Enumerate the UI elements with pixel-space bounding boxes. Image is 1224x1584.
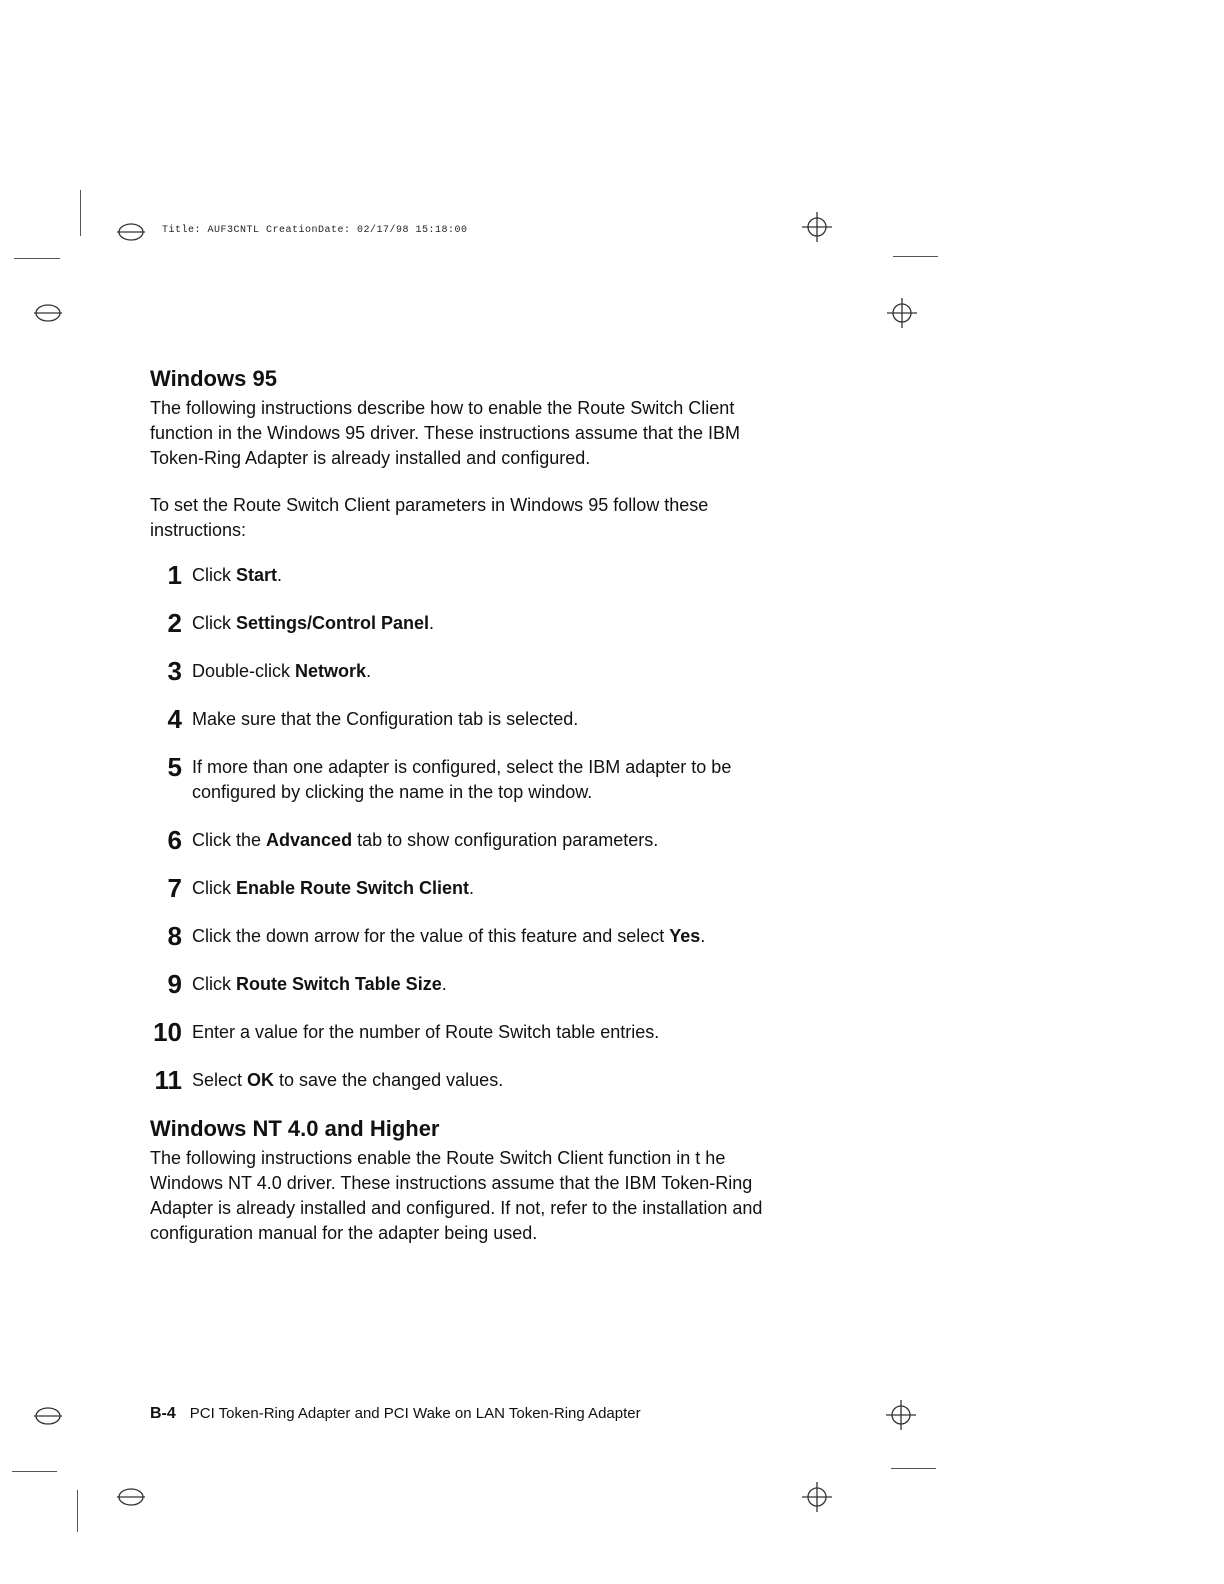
step-item xyxy=(150,752,790,805)
registration-mark-icon xyxy=(800,1480,834,1514)
step-text-pre: Enter a value for the number of Route Switch table entries. xyxy=(192,1022,660,1042)
step-text-bold: Advanced xyxy=(266,830,353,850)
step-item xyxy=(150,825,790,855)
step-item xyxy=(150,560,790,590)
steps-list xyxy=(150,560,790,1095)
step-text xyxy=(192,755,790,805)
step-number: 2 xyxy=(167,608,182,638)
step-text-pre: Click xyxy=(192,878,236,898)
step-text xyxy=(192,1068,790,1093)
step-number: 6 xyxy=(167,825,182,855)
step-number: 7 xyxy=(167,873,182,903)
registration-mark-icon xyxy=(31,296,65,330)
step-text-bold: OK xyxy=(247,1070,275,1090)
registration-mark-icon xyxy=(885,296,919,330)
page-footer xyxy=(150,1405,641,1423)
step-text-post: tab to show configuration parameters. xyxy=(352,830,659,850)
step-text-post: . xyxy=(277,565,283,585)
registration-mark-icon xyxy=(114,215,148,249)
step-item xyxy=(150,608,790,638)
crop-line xyxy=(14,258,60,259)
step-number: 8 xyxy=(167,921,182,951)
step-number: 5 xyxy=(167,752,182,782)
print-slug: Title: AUF3CNTL CreationDate: 02/17/98 15:18:00 xyxy=(162,225,468,236)
step-text xyxy=(192,707,790,732)
registration-mark-icon xyxy=(31,1399,65,1433)
crop-line xyxy=(77,1490,78,1532)
step-item xyxy=(150,704,790,734)
step-number: 4 xyxy=(167,704,182,734)
step-text xyxy=(192,659,790,684)
step-text-bold: Route Switch Table Size xyxy=(236,974,442,994)
step-item xyxy=(150,656,790,686)
crop-line xyxy=(12,1471,57,1472)
crop-line xyxy=(893,256,938,257)
step-text-bold: Network xyxy=(295,661,367,681)
step-text-post: . xyxy=(429,613,435,633)
section-windows-nt xyxy=(150,1116,790,1246)
step-text-post: . xyxy=(366,661,372,681)
step-text-bold: Enable Route Switch Client xyxy=(236,878,470,898)
footer-title: PCI Token-Ring Adapter and PCI Wake on LAN Token-Ring Adapter xyxy=(189,1405,641,1422)
instructions-lead: To set the Route Switch Client parameters in Windows 95 follow these instructions: xyxy=(150,495,709,540)
step-text xyxy=(192,972,790,997)
step-text-bold: Settings/Control Panel xyxy=(236,613,430,633)
step-number: 1 xyxy=(167,560,182,590)
step-text xyxy=(192,611,790,636)
registration-mark-icon xyxy=(884,1398,918,1432)
step-text-pre: Select xyxy=(192,1070,248,1090)
step-text-post: to save the changed values. xyxy=(274,1070,504,1090)
section-heading-windows-nt: Windows NT 4.0 and Higher xyxy=(150,1116,440,1141)
step-text-pre: Click xyxy=(192,974,236,994)
step-number: 9 xyxy=(167,969,182,999)
step-item xyxy=(150,921,790,951)
step-text-bold: Yes xyxy=(669,926,701,946)
step-text-pre: Click the xyxy=(192,830,267,850)
step-item xyxy=(150,1017,790,1047)
page-number: B-4 xyxy=(150,1405,176,1422)
step-text-bold: Start xyxy=(236,565,278,585)
step-text-post: . xyxy=(441,974,447,994)
step-text xyxy=(192,828,790,853)
step-text xyxy=(192,563,790,588)
registration-mark-icon xyxy=(800,210,834,244)
step-text-pre: If more than one adapter is configured, select the IBM adapter to be configured by clicking the name in the top window. xyxy=(192,757,732,802)
step-text-pre: Double-click xyxy=(192,661,296,681)
step-text-pre: Make sure that the Configuration tab is selected. xyxy=(192,709,579,729)
step-text-pre: Click xyxy=(192,613,236,633)
step-number: 3 xyxy=(167,656,182,686)
registration-mark-icon xyxy=(114,1480,148,1514)
step-text xyxy=(192,876,790,901)
step-text-pre: Click the down arrow for the value of this feature and select xyxy=(192,926,670,946)
step-item xyxy=(150,1065,790,1095)
step-text xyxy=(192,1020,790,1045)
step-text-post: . xyxy=(700,926,706,946)
crop-line xyxy=(80,190,81,236)
step-text-post: . xyxy=(469,878,475,898)
crop-line xyxy=(891,1468,936,1469)
step-text-pre: Click xyxy=(192,565,236,585)
section-intro: The following instructions describe how to enable the Route Switch Client function in the Windows 95 driver. These instructions assume that the IBM Token-Ring Adapter is already installed and configured. xyxy=(150,398,740,468)
step-text xyxy=(192,924,790,949)
page-content xyxy=(150,366,790,1246)
step-number: 10 xyxy=(153,1017,182,1047)
section-intro: The following instructions enable the Route Switch Client function in t he Windows NT 4.0 driver. These instructions assume that the IBM Token-Ring Adapter is already installed and configured. If not, refer to the installation and configuration manual for the adapter being used. xyxy=(150,1148,763,1243)
section-heading-windows-95: Windows 95 xyxy=(150,366,277,391)
step-item xyxy=(150,969,790,999)
step-number: 11 xyxy=(154,1065,182,1095)
step-item xyxy=(150,873,790,903)
